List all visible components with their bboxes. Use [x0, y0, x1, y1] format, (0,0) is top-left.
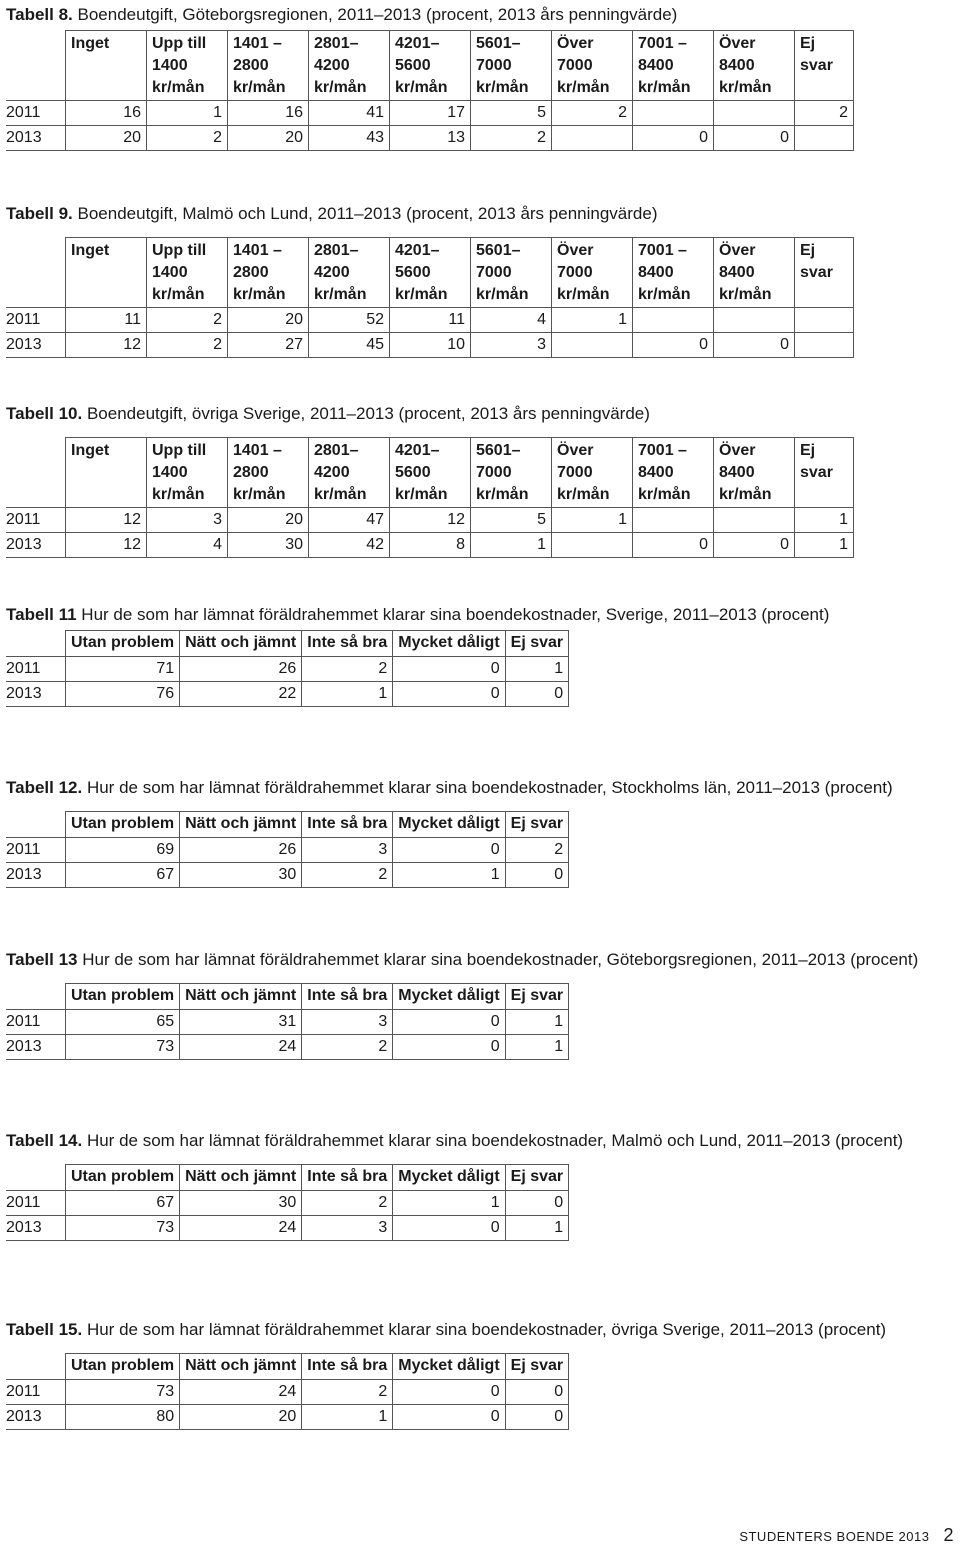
value-cell: 13	[390, 126, 471, 151]
value-cell: 2	[302, 863, 393, 888]
table-title: Tabell 10. Boendeutgift, övriga Sverige, 2011–2013 (procent, 2013 års penningvärde)	[6, 404, 650, 423]
col-header: Inte så bra	[302, 1354, 393, 1380]
year-cell: 2013	[6, 533, 66, 558]
value-cell: 1	[471, 533, 552, 558]
value-cell: 3	[147, 508, 228, 533]
col-header: 7001 – 8400 kr/mån	[633, 31, 714, 101]
value-cell: 3	[302, 1010, 393, 1035]
col-header: Inget	[66, 238, 147, 308]
value-cell: 2	[795, 101, 854, 126]
income-table	[6, 437, 854, 558]
value-cell: 73	[66, 1216, 180, 1241]
value-cell: 3	[302, 838, 393, 863]
value-cell: 0	[505, 1191, 568, 1216]
value-cell: 30	[228, 533, 309, 558]
col-header: 1401 – 2800 kr/mån	[228, 238, 309, 308]
value-cell: 0	[505, 1380, 568, 1405]
value-cell: 47	[309, 508, 390, 533]
col-header: Upp till 1400 kr/mån	[147, 238, 228, 308]
corner-cell	[6, 238, 66, 308]
table-row	[6, 533, 854, 558]
table-title: Tabell 15. Hur de som har lämnat föräldrahemmet klarar sina boendekostnader, övriga Sverige, 2011–2013 (procent)	[6, 1320, 887, 1339]
table-title: Tabell 8. Boendeutgift, Göteborgsregionen, 2011–2013 (procent, 2013 års penningvärde)	[6, 5, 678, 24]
col-header: Inte så bra	[302, 984, 393, 1010]
col-header: Över 7000 kr/mån	[552, 238, 633, 308]
value-cell: 26	[180, 838, 302, 863]
year-cell: 2013	[6, 1216, 66, 1241]
col-header: Utan problem	[66, 631, 180, 657]
col-header: Ej svar	[505, 812, 568, 838]
col-header: 5601– 7000 kr/mån	[471, 238, 552, 308]
value-cell: 2	[302, 1191, 393, 1216]
value-cell: 2	[147, 333, 228, 358]
col-header: Ej svar	[505, 631, 568, 657]
value-cell	[714, 101, 795, 126]
corner-cell	[6, 1354, 66, 1380]
page-number: 2	[943, 1525, 954, 1545]
col-header: 2801– 4200 kr/mån	[309, 238, 390, 308]
value-cell: 0	[393, 1405, 505, 1430]
coping-table	[6, 630, 569, 707]
value-cell: 71	[66, 657, 180, 682]
value-cell: 0	[393, 1010, 505, 1035]
value-cell: 24	[180, 1216, 302, 1241]
value-cell: 0	[505, 863, 568, 888]
col-header: Mycket dåligt	[393, 631, 505, 657]
col-header: 7001 – 8400 kr/mån	[633, 238, 714, 308]
value-cell: 5	[471, 508, 552, 533]
value-cell: 2	[147, 126, 228, 151]
year-cell: 2013	[6, 333, 66, 358]
value-cell: 67	[66, 1191, 180, 1216]
col-header: Utan problem	[66, 1165, 180, 1191]
value-cell: 69	[66, 838, 180, 863]
value-cell: 11	[66, 308, 147, 333]
table-12-block	[6, 773, 946, 888]
col-header: Inte så bra	[302, 1165, 393, 1191]
year-cell: 2011	[6, 508, 66, 533]
value-cell: 73	[66, 1035, 180, 1060]
value-cell: 0	[393, 657, 505, 682]
col-header: Nätt och jämnt	[180, 1165, 302, 1191]
value-cell: 0	[714, 126, 795, 151]
col-header: Inte så bra	[302, 812, 393, 838]
col-header: Upp till 1400 kr/mån	[147, 31, 228, 101]
value-cell: 1	[795, 508, 854, 533]
table-15-block	[6, 1315, 946, 1430]
col-header: Utan problem	[66, 812, 180, 838]
value-cell: 1	[505, 1035, 568, 1060]
value-cell: 5	[471, 101, 552, 126]
value-cell: 0	[633, 533, 714, 558]
table-title: Tabell 12. Hur de som har lämnat föräldrahemmet klarar sina boendekostnader, Stockholms län, 2011–2013 (procent)	[6, 778, 893, 797]
table-8-block	[6, 0, 854, 151]
value-cell: 1	[552, 508, 633, 533]
value-cell: 2	[147, 308, 228, 333]
value-cell: 10	[390, 333, 471, 358]
value-cell: 24	[180, 1380, 302, 1405]
col-header: Nätt och jämnt	[180, 812, 302, 838]
table-title: Tabell 14. Hur de som har lämnat föräldrahemmet klarar sina boendekostnader, Malmö och Lund, 2011–2013 (procent)	[6, 1131, 904, 1150]
col-header: Ej svar	[795, 31, 854, 101]
value-cell: 20	[228, 126, 309, 151]
table-row	[6, 1010, 569, 1035]
value-cell: 0	[393, 1216, 505, 1241]
table-row	[6, 101, 854, 126]
value-cell: 1	[393, 1191, 505, 1216]
year-cell: 2013	[6, 1405, 66, 1430]
value-cell: 2	[552, 101, 633, 126]
value-cell: 26	[180, 657, 302, 682]
col-header: Utan problem	[66, 984, 180, 1010]
header-row	[6, 238, 854, 308]
corner-cell	[6, 631, 66, 657]
value-cell: 8	[390, 533, 471, 558]
value-cell: 2	[302, 1380, 393, 1405]
header-row	[6, 31, 854, 101]
header-row	[6, 631, 569, 657]
value-cell: 30	[180, 863, 302, 888]
value-cell	[552, 333, 633, 358]
table-row	[6, 1405, 569, 1430]
coping-table	[6, 983, 569, 1060]
col-header: Ej svar	[505, 1354, 568, 1380]
value-cell: 80	[66, 1405, 180, 1430]
col-header: 4201– 5600 kr/mån	[390, 238, 471, 308]
value-cell: 76	[66, 682, 180, 707]
value-cell: 17	[390, 101, 471, 126]
table-row	[6, 1216, 569, 1241]
corner-cell	[6, 812, 66, 838]
table-row	[6, 838, 569, 863]
col-header: 5601– 7000 kr/mån	[471, 31, 552, 101]
header-row	[6, 1354, 569, 1380]
value-cell	[552, 533, 633, 558]
table-row	[6, 682, 569, 707]
table-9-block	[6, 199, 854, 358]
col-header: Nätt och jämnt	[180, 984, 302, 1010]
value-cell: 0	[505, 682, 568, 707]
header-row	[6, 438, 854, 508]
col-header: Över 7000 kr/mån	[552, 438, 633, 508]
value-cell: 1	[302, 1405, 393, 1430]
table-row	[6, 1191, 569, 1216]
year-cell: 2011	[6, 1010, 66, 1035]
footer-text: STUDENTERS BOENDE 2013	[739, 1529, 930, 1544]
col-header: Inget	[66, 31, 147, 101]
value-cell: 0	[393, 838, 505, 863]
table-row	[6, 126, 854, 151]
value-cell: 45	[309, 333, 390, 358]
corner-cell	[6, 31, 66, 101]
value-cell: 0	[393, 682, 505, 707]
value-cell	[714, 508, 795, 533]
table-row	[6, 333, 854, 358]
value-cell: 1	[505, 657, 568, 682]
col-header: Mycket dåligt	[393, 1354, 505, 1380]
value-cell: 11	[390, 308, 471, 333]
col-header: Inte så bra	[302, 631, 393, 657]
col-header: Mycket dåligt	[393, 812, 505, 838]
value-cell	[633, 508, 714, 533]
col-header: Inget	[66, 438, 147, 508]
value-cell: 52	[309, 308, 390, 333]
col-header: Över 8400 kr/mån	[714, 31, 795, 101]
table-11-block	[6, 600, 946, 707]
table-row	[6, 657, 569, 682]
table-row	[6, 508, 854, 533]
col-header: Över 8400 kr/mån	[714, 238, 795, 308]
value-cell: 4	[471, 308, 552, 333]
col-header: Ej svar	[505, 1165, 568, 1191]
coping-table	[6, 1164, 569, 1241]
coping-table	[6, 1353, 569, 1430]
value-cell: 0	[714, 333, 795, 358]
table-14-block	[6, 1126, 946, 1241]
value-cell: 12	[66, 508, 147, 533]
col-header: 4201– 5600 kr/mån	[390, 438, 471, 508]
year-cell: 2013	[6, 682, 66, 707]
year-cell: 2013	[6, 1035, 66, 1060]
value-cell: 0	[633, 126, 714, 151]
year-cell: 2013	[6, 126, 66, 151]
table-row	[6, 308, 854, 333]
value-cell: 2	[505, 838, 568, 863]
table-10-block	[6, 399, 854, 558]
value-cell: 4	[147, 533, 228, 558]
corner-cell	[6, 984, 66, 1010]
col-header: Över 7000 kr/mån	[552, 31, 633, 101]
value-cell: 65	[66, 1010, 180, 1035]
value-cell: 1	[795, 533, 854, 558]
value-cell: 0	[393, 1380, 505, 1405]
col-header: Mycket dåligt	[393, 984, 505, 1010]
col-header: Ej svar	[505, 984, 568, 1010]
header-row	[6, 984, 569, 1010]
value-cell: 1	[393, 863, 505, 888]
col-header: Ej svar	[795, 238, 854, 308]
col-header: Upp till 1400 kr/mån	[147, 438, 228, 508]
value-cell: 3	[471, 333, 552, 358]
value-cell: 1	[552, 308, 633, 333]
value-cell	[795, 333, 854, 358]
year-cell: 2013	[6, 863, 66, 888]
year-cell: 2011	[6, 657, 66, 682]
value-cell: 31	[180, 1010, 302, 1035]
year-cell: 2011	[6, 1191, 66, 1216]
table-title: Tabell 11 Hur de som har lämnat föräldrahemmet klarar sina boendekostnader, Sverige, 2011–2013 (procent)	[6, 605, 830, 624]
year-cell: 2011	[6, 1380, 66, 1405]
value-cell: 0	[714, 533, 795, 558]
table-row	[6, 1380, 569, 1405]
value-cell: 0	[633, 333, 714, 358]
value-cell: 30	[180, 1191, 302, 1216]
value-cell: 12	[390, 508, 471, 533]
value-cell: 20	[228, 508, 309, 533]
value-cell: 67	[66, 863, 180, 888]
value-cell: 20	[180, 1405, 302, 1430]
value-cell: 0	[505, 1405, 568, 1430]
col-header: 7001 – 8400 kr/mån	[633, 438, 714, 508]
table-row	[6, 863, 569, 888]
coping-table	[6, 811, 569, 888]
value-cell: 1	[302, 682, 393, 707]
value-cell: 2	[302, 657, 393, 682]
value-cell: 73	[66, 1380, 180, 1405]
year-cell: 2011	[6, 101, 66, 126]
value-cell: 12	[66, 333, 147, 358]
table-13-block	[6, 945, 946, 1060]
col-header: 2801– 4200 kr/mån	[309, 31, 390, 101]
value-cell: 24	[180, 1035, 302, 1060]
value-cell: 27	[228, 333, 309, 358]
year-cell: 2011	[6, 308, 66, 333]
value-cell	[633, 101, 714, 126]
value-cell: 43	[309, 126, 390, 151]
col-header: 1401 – 2800 kr/mån	[228, 438, 309, 508]
col-header: Nätt och jämnt	[180, 1354, 302, 1380]
value-cell: 22	[180, 682, 302, 707]
value-cell	[552, 126, 633, 151]
table-title: Tabell 13 Hur de som har lämnat föräldrahemmet klarar sina boendekostnader, Göteborgsregionen, 2011–2013 (procent)	[6, 950, 919, 969]
corner-cell	[6, 1165, 66, 1191]
value-cell: 16	[66, 101, 147, 126]
value-cell	[795, 126, 854, 151]
col-header: 1401 – 2800 kr/mån	[228, 31, 309, 101]
corner-cell	[6, 438, 66, 508]
value-cell: 16	[228, 101, 309, 126]
year-cell: 2011	[6, 838, 66, 863]
col-header: Över 8400 kr/mån	[714, 438, 795, 508]
value-cell	[633, 308, 714, 333]
value-cell: 1	[505, 1216, 568, 1241]
table-title: Tabell 9. Boendeutgift, Malmö och Lund, 2011–2013 (procent, 2013 års penningvärde)	[6, 204, 658, 223]
header-row	[6, 812, 569, 838]
value-cell: 20	[228, 308, 309, 333]
value-cell	[714, 308, 795, 333]
col-header: Nätt och jämnt	[180, 631, 302, 657]
col-header: 4201– 5600 kr/mån	[390, 31, 471, 101]
col-header: Mycket dåligt	[393, 1165, 505, 1191]
value-cell: 1	[505, 1010, 568, 1035]
income-table	[6, 237, 854, 358]
table-row	[6, 1035, 569, 1060]
value-cell: 0	[393, 1035, 505, 1060]
header-row	[6, 1165, 569, 1191]
value-cell: 3	[302, 1216, 393, 1241]
value-cell: 1	[147, 101, 228, 126]
value-cell: 42	[309, 533, 390, 558]
col-header: Ej svar	[795, 438, 854, 508]
value-cell: 41	[309, 101, 390, 126]
page-footer	[739, 1525, 954, 1546]
col-header: 2801– 4200 kr/mån	[309, 438, 390, 508]
value-cell: 2	[302, 1035, 393, 1060]
col-header: Utan problem	[66, 1354, 180, 1380]
value-cell	[795, 308, 854, 333]
value-cell: 2	[471, 126, 552, 151]
value-cell: 20	[66, 126, 147, 151]
col-header: 5601– 7000 kr/mån	[471, 438, 552, 508]
income-table	[6, 30, 854, 151]
value-cell: 12	[66, 533, 147, 558]
